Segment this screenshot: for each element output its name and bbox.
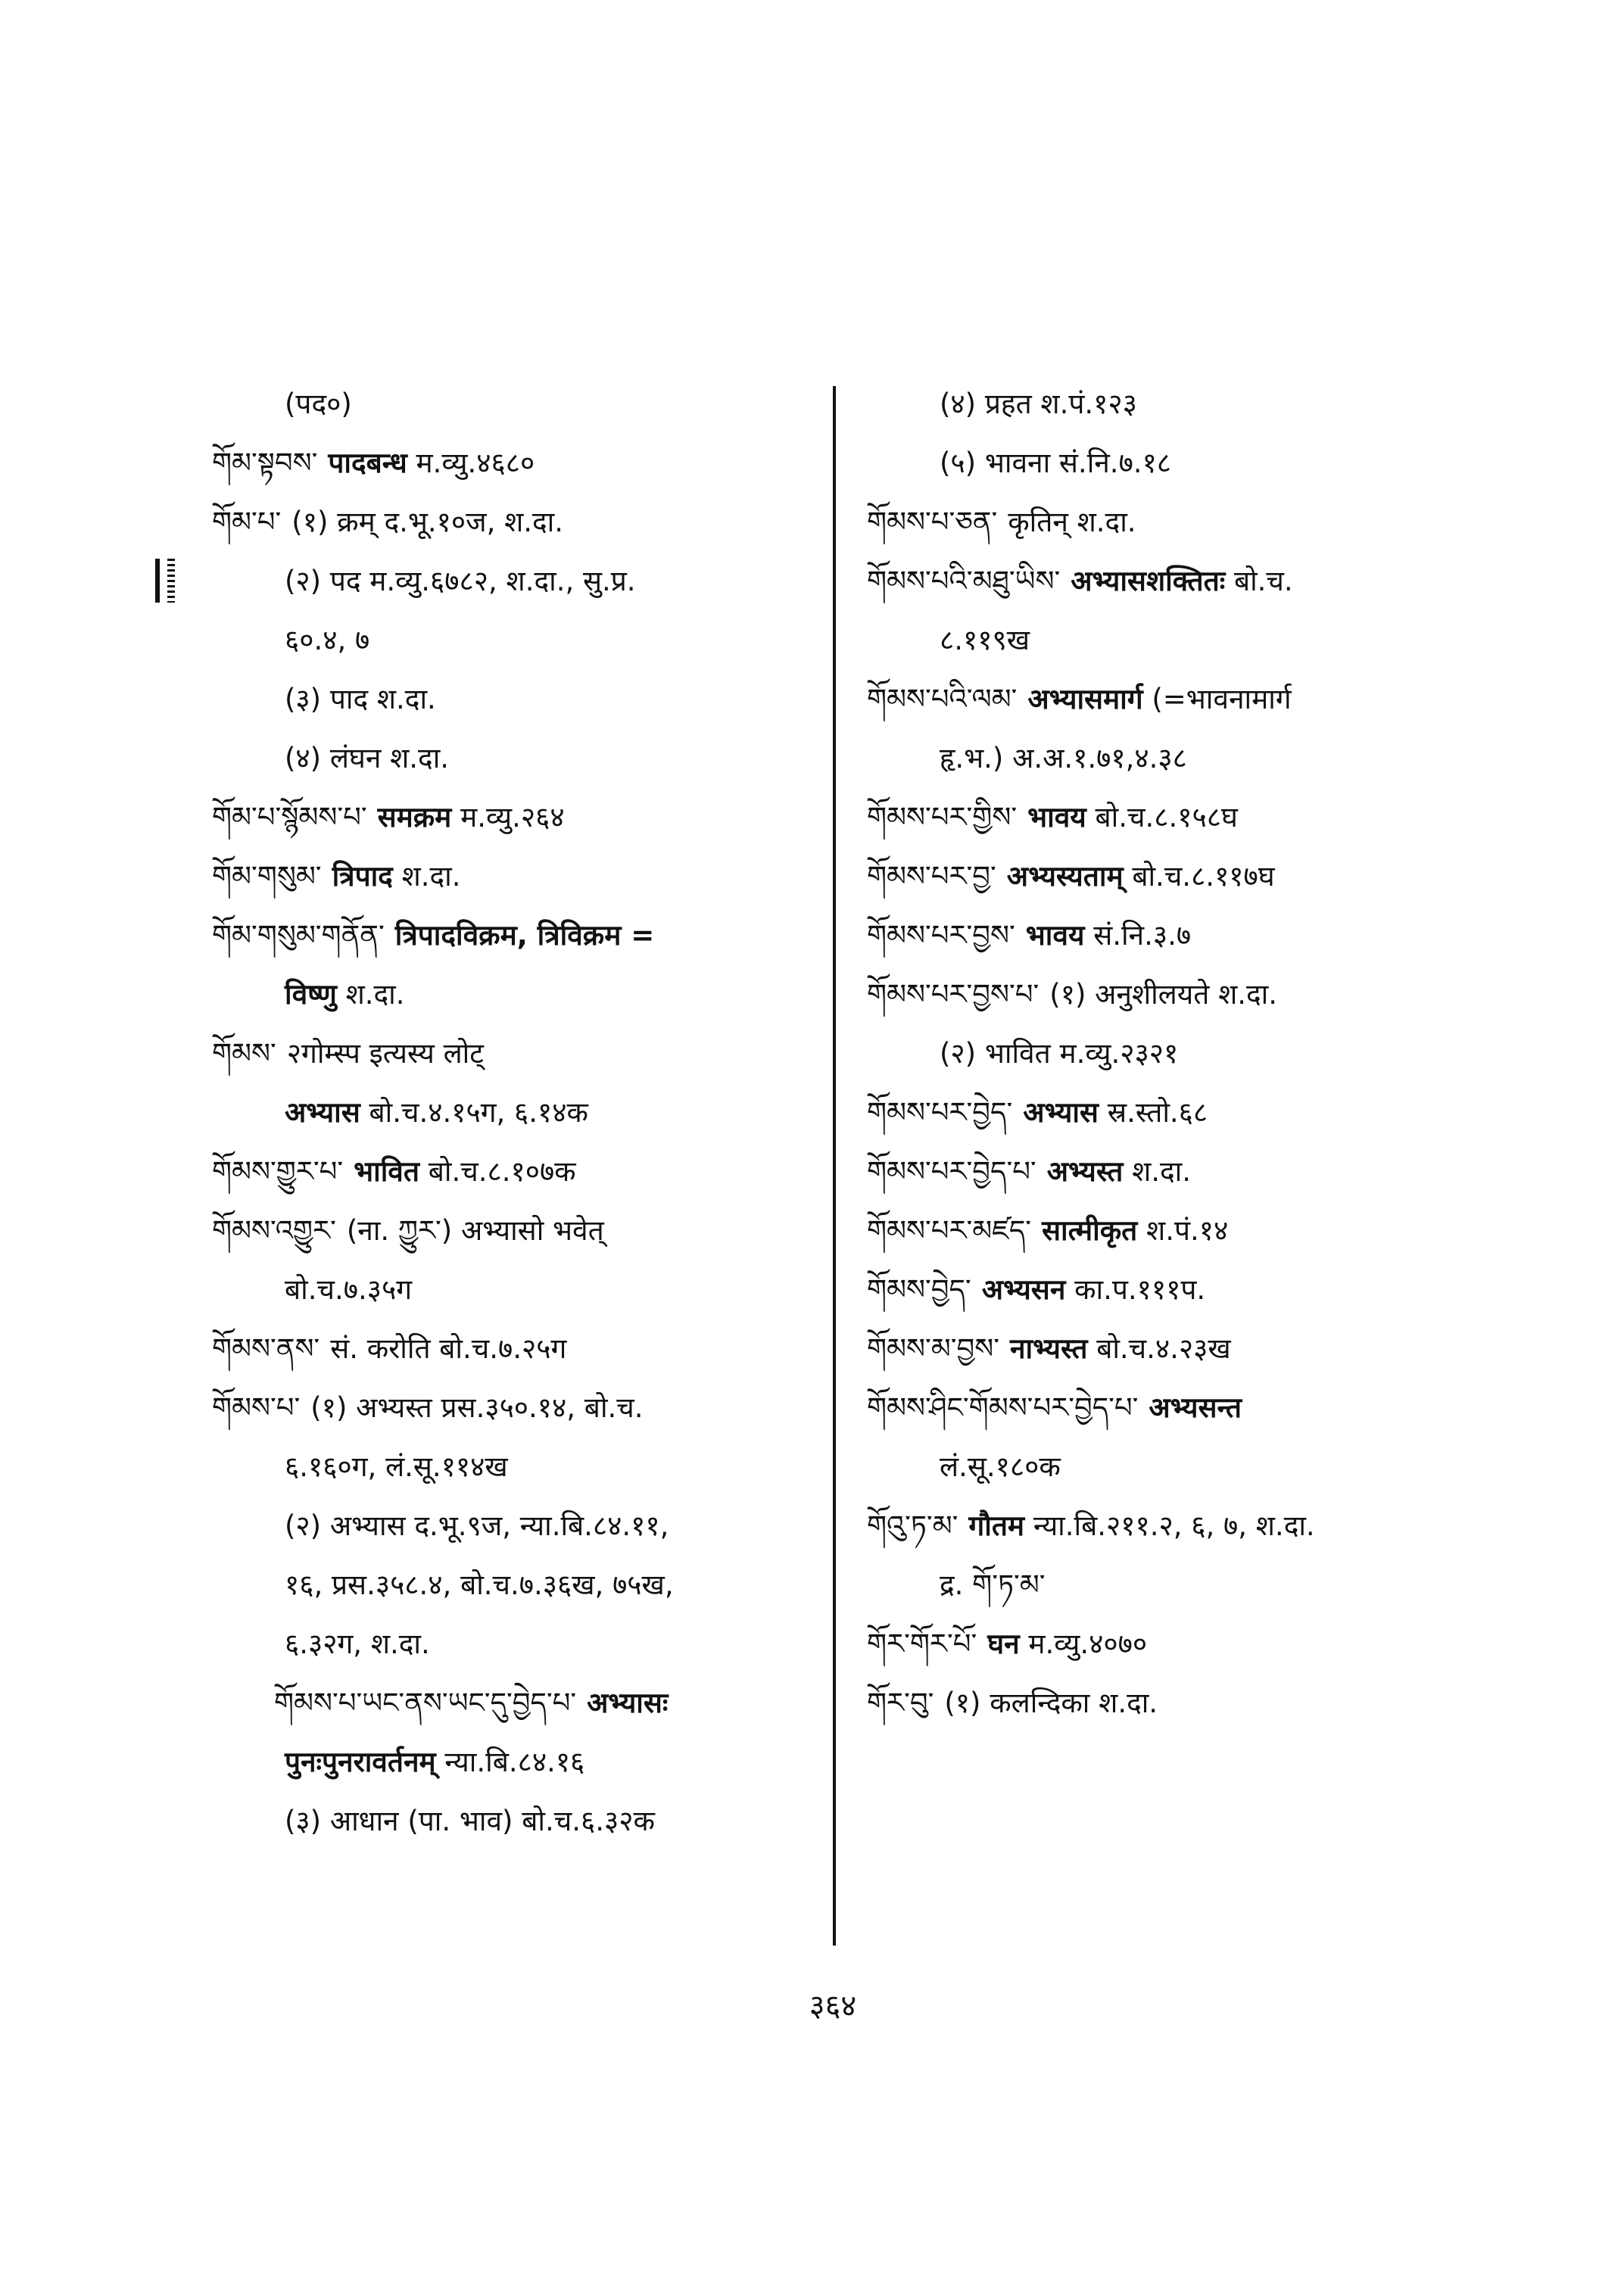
tibetan-headword: གོམས་བྱེད་ xyxy=(867,1273,971,1306)
dictionary-line xyxy=(867,552,1473,611)
tibetan-headword: གོམས་པར་བྱས་ xyxy=(867,919,1015,952)
dictionary-line xyxy=(867,788,1473,847)
dictionary-line xyxy=(867,729,1473,788)
dictionary-line xyxy=(867,1674,1473,1733)
tibetan-headword: གོར་གོར་པོ་ xyxy=(867,1628,977,1660)
reference-text: श.दा. xyxy=(345,978,405,1011)
reference-text: ६.१६०ग, लं.सू.११४ख xyxy=(285,1450,508,1483)
dictionary-line xyxy=(212,611,825,670)
sanskrit-equivalent: अभ्यस्यताम् xyxy=(1006,860,1124,893)
reference-text: (२) पद म.व्यु.६७८२, श.दा., सु.प्र. xyxy=(285,565,636,597)
tibetan-headword: གོམས་མ་བྱས་ xyxy=(867,1332,999,1365)
reference-text: (४) लंघन श.दा. xyxy=(285,742,450,774)
tibetan-headword: གོམས་པའི་མཐུ་ཡིས་ xyxy=(867,565,1061,597)
reference-text: द्र. གོ་ཏ་མ་ xyxy=(940,1569,1046,1601)
dictionary-line xyxy=(867,965,1473,1024)
sanskrit-equivalent: अभ्यास xyxy=(1023,1096,1099,1129)
reference-text: बो.च.८.१५८घ xyxy=(1095,801,1238,833)
tibetan-headword: གོམས་པར་བྱེད་ xyxy=(867,1096,1013,1129)
reference-text: (१) कलन्दिका श.दा. xyxy=(944,1687,1158,1719)
reference-text: बो.च.४.१५ग, ६.१४क xyxy=(369,1096,588,1129)
reference-text: म.व्यु.२६४ xyxy=(460,801,565,833)
dictionary-line xyxy=(212,1024,825,1083)
reference-text: बो.च.८.११७घ xyxy=(1132,860,1275,893)
reference-text: न्या.बि.२११.२, ६, ७, श.दा. xyxy=(1033,1509,1315,1542)
sanskrit-equivalent: सात्मीकृत xyxy=(1042,1214,1138,1247)
reference-text: श.पं.१४ xyxy=(1146,1214,1229,1247)
dictionary-line xyxy=(212,1201,825,1260)
dictionary-line xyxy=(212,906,825,965)
reference-text: बो.च. xyxy=(1233,565,1293,597)
right-column xyxy=(867,375,1473,1733)
reference-text: ८.११९ख xyxy=(940,624,1030,656)
left-column xyxy=(212,375,825,1851)
reference-text: बो.च.८.१०७क xyxy=(428,1155,576,1188)
sanskrit-equivalent: अभ्यस्त xyxy=(1046,1155,1124,1188)
tibetan-headword: གོམ་སྟབས་ xyxy=(212,447,318,479)
reference-text: (३) आधान (पा. भाव) बो.च.६.३२क xyxy=(285,1805,655,1837)
dictionary-line xyxy=(212,670,825,729)
sanskrit-equivalent: अभ्यासशक्तितः xyxy=(1071,565,1226,597)
dictionary-line xyxy=(867,1201,1473,1260)
reference-text: (१) क्रम् द.भू.१०ज, श.दा. xyxy=(291,506,564,538)
reference-text: हृ.भ.) अ.अ.१.७१,४.३८ xyxy=(940,742,1187,774)
tibetan-headword: གོམས་པའི་ལམ་ xyxy=(867,683,1018,715)
reference-text: म.व्यु.४६८० xyxy=(416,447,535,479)
reference-text: (१) अभ्यस्त प्रस.३५०.१४, बो.च. xyxy=(310,1391,644,1424)
tibetan-headword: གོམས་པ་ཅན་ xyxy=(867,506,998,538)
tibetan-headword: གོམས་ཤིང་གོམས་པར་བྱེད་པ་ xyxy=(867,1391,1139,1424)
reference-text: १६, प्रस.३५८.४, बो.च.७.३६ख, ७५ख, xyxy=(285,1569,674,1601)
reference-text: (४) प्रहत श.पं.१२३ xyxy=(940,388,1137,420)
dictionary-line xyxy=(212,1674,825,1733)
dictionary-line xyxy=(212,847,825,906)
column-divider xyxy=(833,386,836,1946)
sanskrit-equivalent: विष्णु xyxy=(285,978,337,1011)
reference-text: (१) अनुशीलयते श.दा. xyxy=(1049,978,1277,1011)
dictionary-line xyxy=(212,552,825,611)
reference-text: बो.च.४.२३ख xyxy=(1096,1332,1231,1365)
reference-text: न्या.बि.८४.१६ xyxy=(444,1746,585,1778)
dictionary-line xyxy=(212,1379,825,1438)
dictionary-line xyxy=(212,729,825,788)
dictionary-line xyxy=(867,434,1473,493)
sanskrit-equivalent: अभ्यसन xyxy=(981,1273,1066,1306)
dictionary-line xyxy=(867,1556,1473,1615)
dictionary-line xyxy=(212,1792,825,1851)
sanskrit-equivalent: अभ्यसन्त xyxy=(1149,1391,1242,1424)
reference-text: (५) भावना सं.नि.७.१८ xyxy=(940,447,1172,479)
dictionary-line xyxy=(867,1438,1473,1497)
tibetan-headword: གོམས་པ་ཡང་ནས་ཡང་དུ་བྱེད་པ་ xyxy=(274,1687,577,1719)
page-number: ३६४ xyxy=(809,1989,857,2024)
reference-text: लं.सू.१८०क xyxy=(940,1450,1061,1483)
reference-text: (३) पाद श.दा. xyxy=(285,683,436,715)
reference-text: सं. करोति बो.च.७.२५ग xyxy=(330,1332,567,1365)
tibetan-headword: གོམས་པར་མཛད་ xyxy=(867,1214,1032,1247)
dictionary-line xyxy=(867,1615,1473,1674)
reference-text: ६.३२ग, श.दा. xyxy=(285,1628,430,1660)
dictionary-line xyxy=(867,847,1473,906)
dictionary-line xyxy=(212,1733,825,1792)
sanskrit-equivalent: भावित xyxy=(354,1155,419,1188)
dictionary-line xyxy=(867,375,1473,434)
tibetan-headword: གོམས་པ་ xyxy=(212,1391,301,1424)
dictionary-line xyxy=(867,493,1473,552)
dictionary-line xyxy=(212,1260,825,1319)
sanskrit-equivalent: भावय xyxy=(1027,801,1086,833)
reference-text: (२) भावित म.व्यु.२३२१ xyxy=(940,1037,1179,1070)
dictionary-line xyxy=(867,1142,1473,1201)
dictionary-line xyxy=(212,1556,825,1615)
sanskrit-equivalent: अभ्यासः xyxy=(587,1687,669,1719)
sanskrit-equivalent: त्रिपादविक्रम, त्रिविक्रम = xyxy=(394,919,655,952)
reference-text: स्र.स्तो.६८ xyxy=(1107,1096,1208,1129)
dictionary-line xyxy=(867,611,1473,670)
tibetan-headword: གོར་བུ་ xyxy=(867,1687,934,1719)
dictionary-line xyxy=(212,434,825,493)
dictionary-line xyxy=(867,1024,1473,1083)
tibetan-headword: གོམ་གསུམ་གནོན་ xyxy=(212,919,385,952)
sanskrit-equivalent: अभ्यास xyxy=(285,1096,360,1129)
margin-tibetan-mark xyxy=(155,559,176,603)
dictionary-line xyxy=(867,1260,1473,1319)
tibetan-headword: གོམས་ནས་ xyxy=(212,1332,320,1365)
reference-text: (=भावनामार्ग xyxy=(1152,683,1292,715)
sanskrit-equivalent: नाभ्यस्त xyxy=(1009,1332,1088,1365)
tibetan-headword: གོམས་པར་བྱས་པ་ xyxy=(867,978,1040,1011)
sanskrit-equivalent: त्रिपाद xyxy=(332,860,393,893)
dictionary-line xyxy=(212,375,825,434)
dictionary-line xyxy=(212,1438,825,1497)
sanskrit-equivalent: गौतम xyxy=(968,1509,1025,1542)
sanskrit-equivalent: अभ्यासमार्ग xyxy=(1027,683,1143,715)
tibetan-headword: གོམ་པ་ xyxy=(212,506,282,538)
dictionary-line xyxy=(867,1497,1473,1556)
sanskrit-equivalent: पुनःपुनरावर्तनम् xyxy=(285,1746,436,1778)
tibetan-headword: གོམས་ xyxy=(212,1037,276,1070)
reference-text: कृतिन् श.दा. xyxy=(1008,506,1136,538)
tibetan-headword: གོམ་པ་སྙོམས་པ་ xyxy=(212,801,367,833)
reference-text: बो.च.७.३५ग xyxy=(285,1273,413,1306)
dictionary-line xyxy=(867,670,1473,729)
dictionary-line xyxy=(212,1615,825,1674)
dictionary-line xyxy=(212,1142,825,1201)
dictionary-line xyxy=(867,1319,1473,1379)
dictionary-line xyxy=(867,1083,1473,1142)
reference-text: (पद०) xyxy=(285,388,352,420)
dictionary-line xyxy=(212,788,825,847)
reference-text: सं.नि.३.७ xyxy=(1093,919,1192,952)
tibetan-headword: གོའུ་ཏ་མ་ xyxy=(867,1509,959,1542)
tibetan-headword: གོམས་པར་བྱ་ xyxy=(867,860,996,893)
dictionary-line xyxy=(212,493,825,552)
tibetan-headword: གོམ་གསུམ་ xyxy=(212,860,322,893)
dictionary-line xyxy=(212,965,825,1024)
reference-text: श.दा. xyxy=(401,860,461,893)
tibetan-headword: གོམས་པར་བྱེད་པ་ xyxy=(867,1155,1036,1188)
reference-text: (ना. ཀྱུར་) अभ्यासो भवेत् xyxy=(346,1214,604,1247)
dictionary-line xyxy=(212,1497,825,1556)
sanskrit-equivalent: समक्रम xyxy=(377,801,452,833)
dictionary-line xyxy=(212,1319,825,1379)
reference-text: श.दा. xyxy=(1132,1155,1191,1188)
reference-text: म.व्यु.४०७० xyxy=(1028,1628,1148,1660)
sanskrit-equivalent: भावय xyxy=(1025,919,1085,952)
dictionary-line xyxy=(867,906,1473,965)
tibetan-headword: གོམས་པར་གྱིས་ xyxy=(867,801,1018,833)
tibetan-headword: གོམས་འགྱུར་ xyxy=(212,1214,336,1247)
sanskrit-equivalent: पादबन्ध xyxy=(328,447,407,479)
reference-text: का.प.१११प. xyxy=(1074,1273,1206,1306)
sanskrit-equivalent: घन xyxy=(987,1628,1020,1660)
dictionary-line xyxy=(212,1083,825,1142)
tibetan-headword: གོམས་གྱུར་པ་ xyxy=(212,1155,344,1188)
dictionary-line xyxy=(867,1379,1473,1438)
reference-text: ६०.४, ७ xyxy=(285,624,370,656)
reference-text: (२) अभ्यास द.भू.९ज, न्या.बि.८४.११, xyxy=(285,1509,669,1542)
reference-text: २गोम्स्प इत्यस्य लोट् xyxy=(286,1037,484,1070)
